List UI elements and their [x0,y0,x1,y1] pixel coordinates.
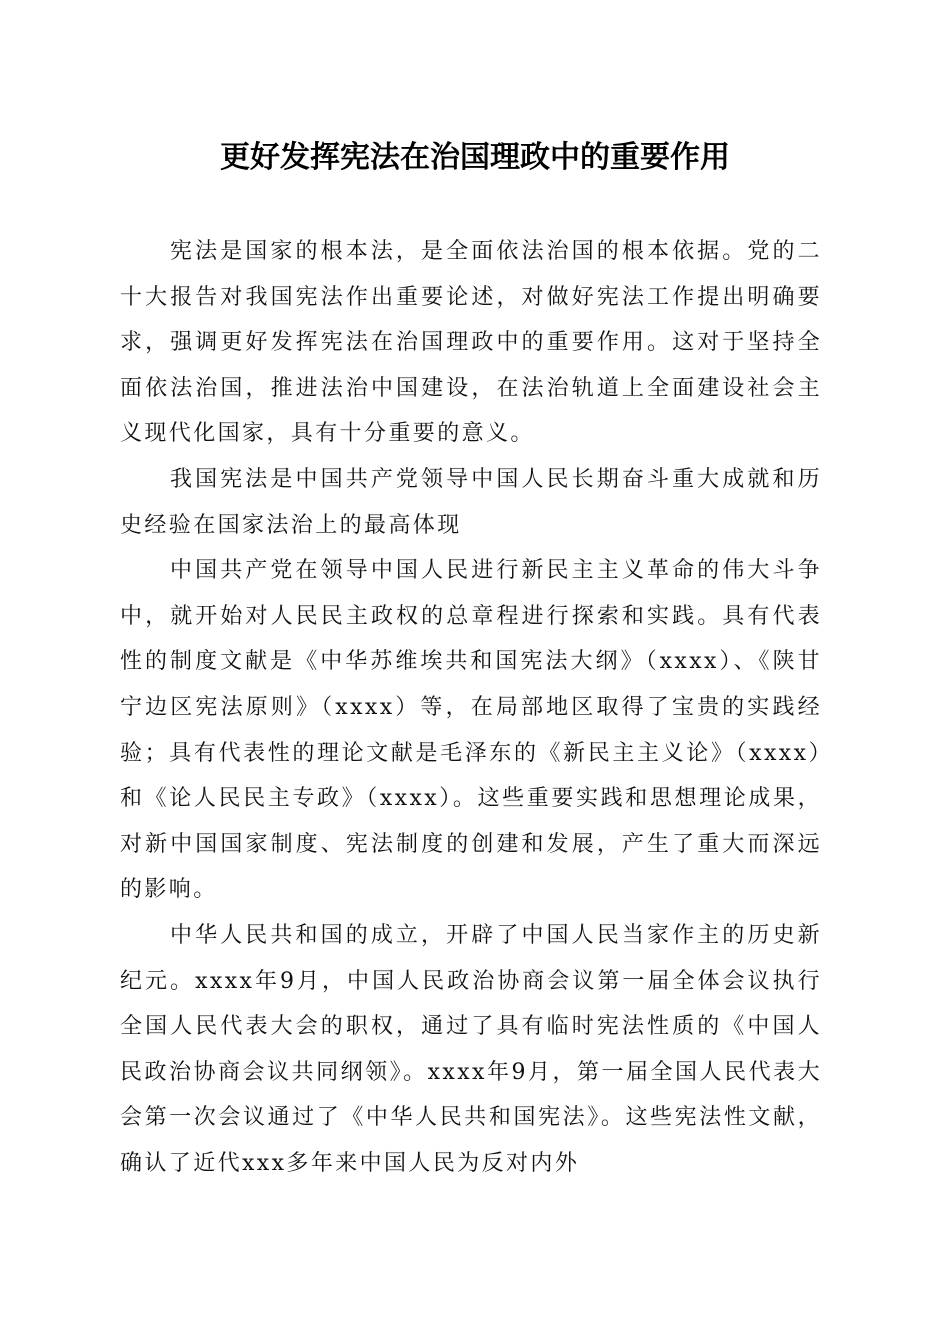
paragraph-3: 中国共产党在领导中国人民进行新民主主义革命的伟大斗争中，就开始对人民民主政权的总章程进行探索和实践。具有代表性的制度文献是《中华苏维埃共和国宪法大纲》（xxxx）、《陕甘宁边区宪法原则》（xxxx）等，在局部地区取得了宝贵的实践经验；具有代表性的理论文献是毛泽东的《新民主主义论》（xxxx）和《论人民民主专政》（xxxx）。这些重要实践和思想理论成果，对新中国国家制度、宪法制度的创建和发展，产生了重大而深远的影响。 [120,558,822,903]
document-body [120,229,822,1186]
paragraph-1: 宪法是国家的根本法，是全面依法治国的根本依据。党的二十大报告对我国宪法作出重要论述，对做好宪法工作提出明确要求，强调更好发挥宪法在治国理政中的重要作用。这对于坚持全面依法治国，推进法治中国建设，在法治轨道上全面建设社会主义现代化国家，具有十分重要的意义。 [120,239,822,447]
paragraph-4: 中华人民共和国的成立，开辟了中国人民当家作主的历史新纪元。xxxx年9月，中国人民政治协商会议第一届全体会议执行全国人民代表大会的职权，通过了具有临时宪法性质的《中国人民政治协商会议共同纲领》。xxxx年9月，第一届全国人民代表大会第一次会议通过了《中华人民共和国宪法》。这些宪法性文献，确认了近代xxx多年来中国人民为反对内外 [120,922,822,1176]
document-title: 更好发挥宪法在治国理政中的重要作用 [220,140,730,175]
paragraph-2-subheading: 我国宪法是中国共产党领导中国人民长期奋斗重大成就和历史经验在国家法治上的最高体现 [120,466,822,538]
